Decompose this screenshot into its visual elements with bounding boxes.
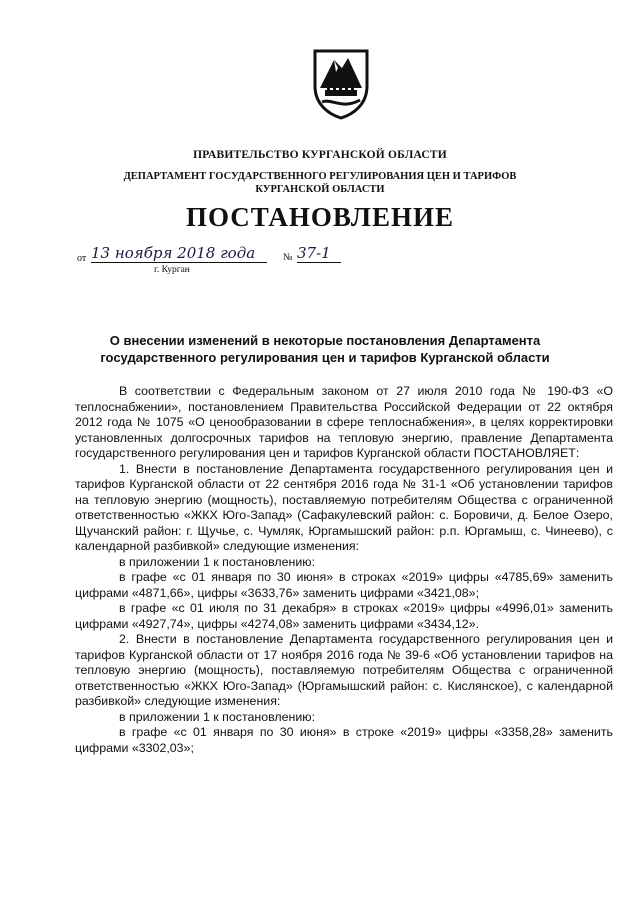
paragraph-item-2-appendix: в приложении 1 к постановлению: [119,709,316,724]
handwritten-date: 13 ноября 2018 года [91,244,267,263]
date-prefix: от [77,253,87,264]
paragraph-item-2-change-a: в графе «с 01 января по 30 июня» в строке «2019» цифры «3358,28» заменить цифрами «3302,03»; [75,725,613,755]
city-label: г. Курган [154,265,190,275]
handwritten-number: 37-1 [297,244,341,263]
kurgan-coat-of-arms-icon [312,48,370,120]
document-title-line2: государственного регулирования цен и тарифов Курганской области [100,350,550,365]
number-prefix: № [283,252,293,263]
paragraph-item-1: 1. Внести в постановление Департамента государственного регулирования цен и тарифов Курганской области от 22 сентября 2016 года № 31-1 «Об установлении тарифов на тепловую энергию (мощность), поставляемую потребителям Общества с ограниченной ответственностью «ЖКХ Юго-Запад» (Сафакулевский район: с. Боровичи, д. Белое Озеро, Щучанский район: г. Щучье, с. Чумляк, Юргамышский район: р.п. Юргамыш, с. Чинеево), с календарной разбивкой» следующие изменения: [75,461,613,553]
paragraph-item-1-change-b: в графе «с 01 июля по 31 декабря» в строках «2019» цифры «4996,01» заменить цифрами «4927,74», цифры «4274,08» заменить цифрами «3434,12». [75,601,613,631]
paragraph-item-1-change-a: в графе «с 01 января по 30 июня» в строках «2019» цифры «4785,69» заменить цифрами «4871,66», цифры «3633,76» заменить цифрами «3421,08»; [75,570,613,600]
department-name [0,170,640,196]
document-title [60,332,590,366]
department-name-line1: ДЕПАРТАМЕНТ ГОСУДАРСТВЕННОГО РЕГУЛИРОВАНИЯ ЦЕН И ТАРИФОВ [123,171,517,182]
paragraph-item-1-appendix: в приложении 1 к постановлению: [119,554,316,569]
paragraph-item-2: 2. Внести в постановление Департамента государственного регулирования цен и тарифов Курганской области от 17 ноября 2016 года № 39-6 «Об установлении тарифов на тепловую энергию (мощность), поставляемую потребителям Общества с ограниченной ответственностью «ЖКХ Юго-Запад» (Юргамышский район: с. Кислянское), с календарной разбивкой» следующие изменения: [75,632,613,708]
paragraph-preamble: В соответствии с Федеральным законом от 27 июля 2010 года № 190-ФЗ «О теплоснабжении», постановлением Правительства Российской Федерации от 22 октября 2012 года № 1075 «О ценообразовании в сфере теплоснабжения», в целях корректировки установленных долгосрочных тарифов на тепловую энергию, правление Департамента государственного регулирования цен и тарифов Курганской области ПОСТАНОВЛЯЕТ: [75,384,613,460]
document-title-line1: О внесении изменений в некоторые постановления Департамента [109,333,541,348]
date-number-line [77,244,397,284]
org-name: ПРАВИТЕЛЬСТВО КУРГАНСКОЙ ОБЛАСТИ [193,149,447,161]
document-body [75,384,613,756]
department-name-line2: КУРГАНСКОЙ ОБЛАСТИ [255,184,385,195]
document-type-heading: ПОСТАНОВЛЕНИЕ [185,202,455,232]
